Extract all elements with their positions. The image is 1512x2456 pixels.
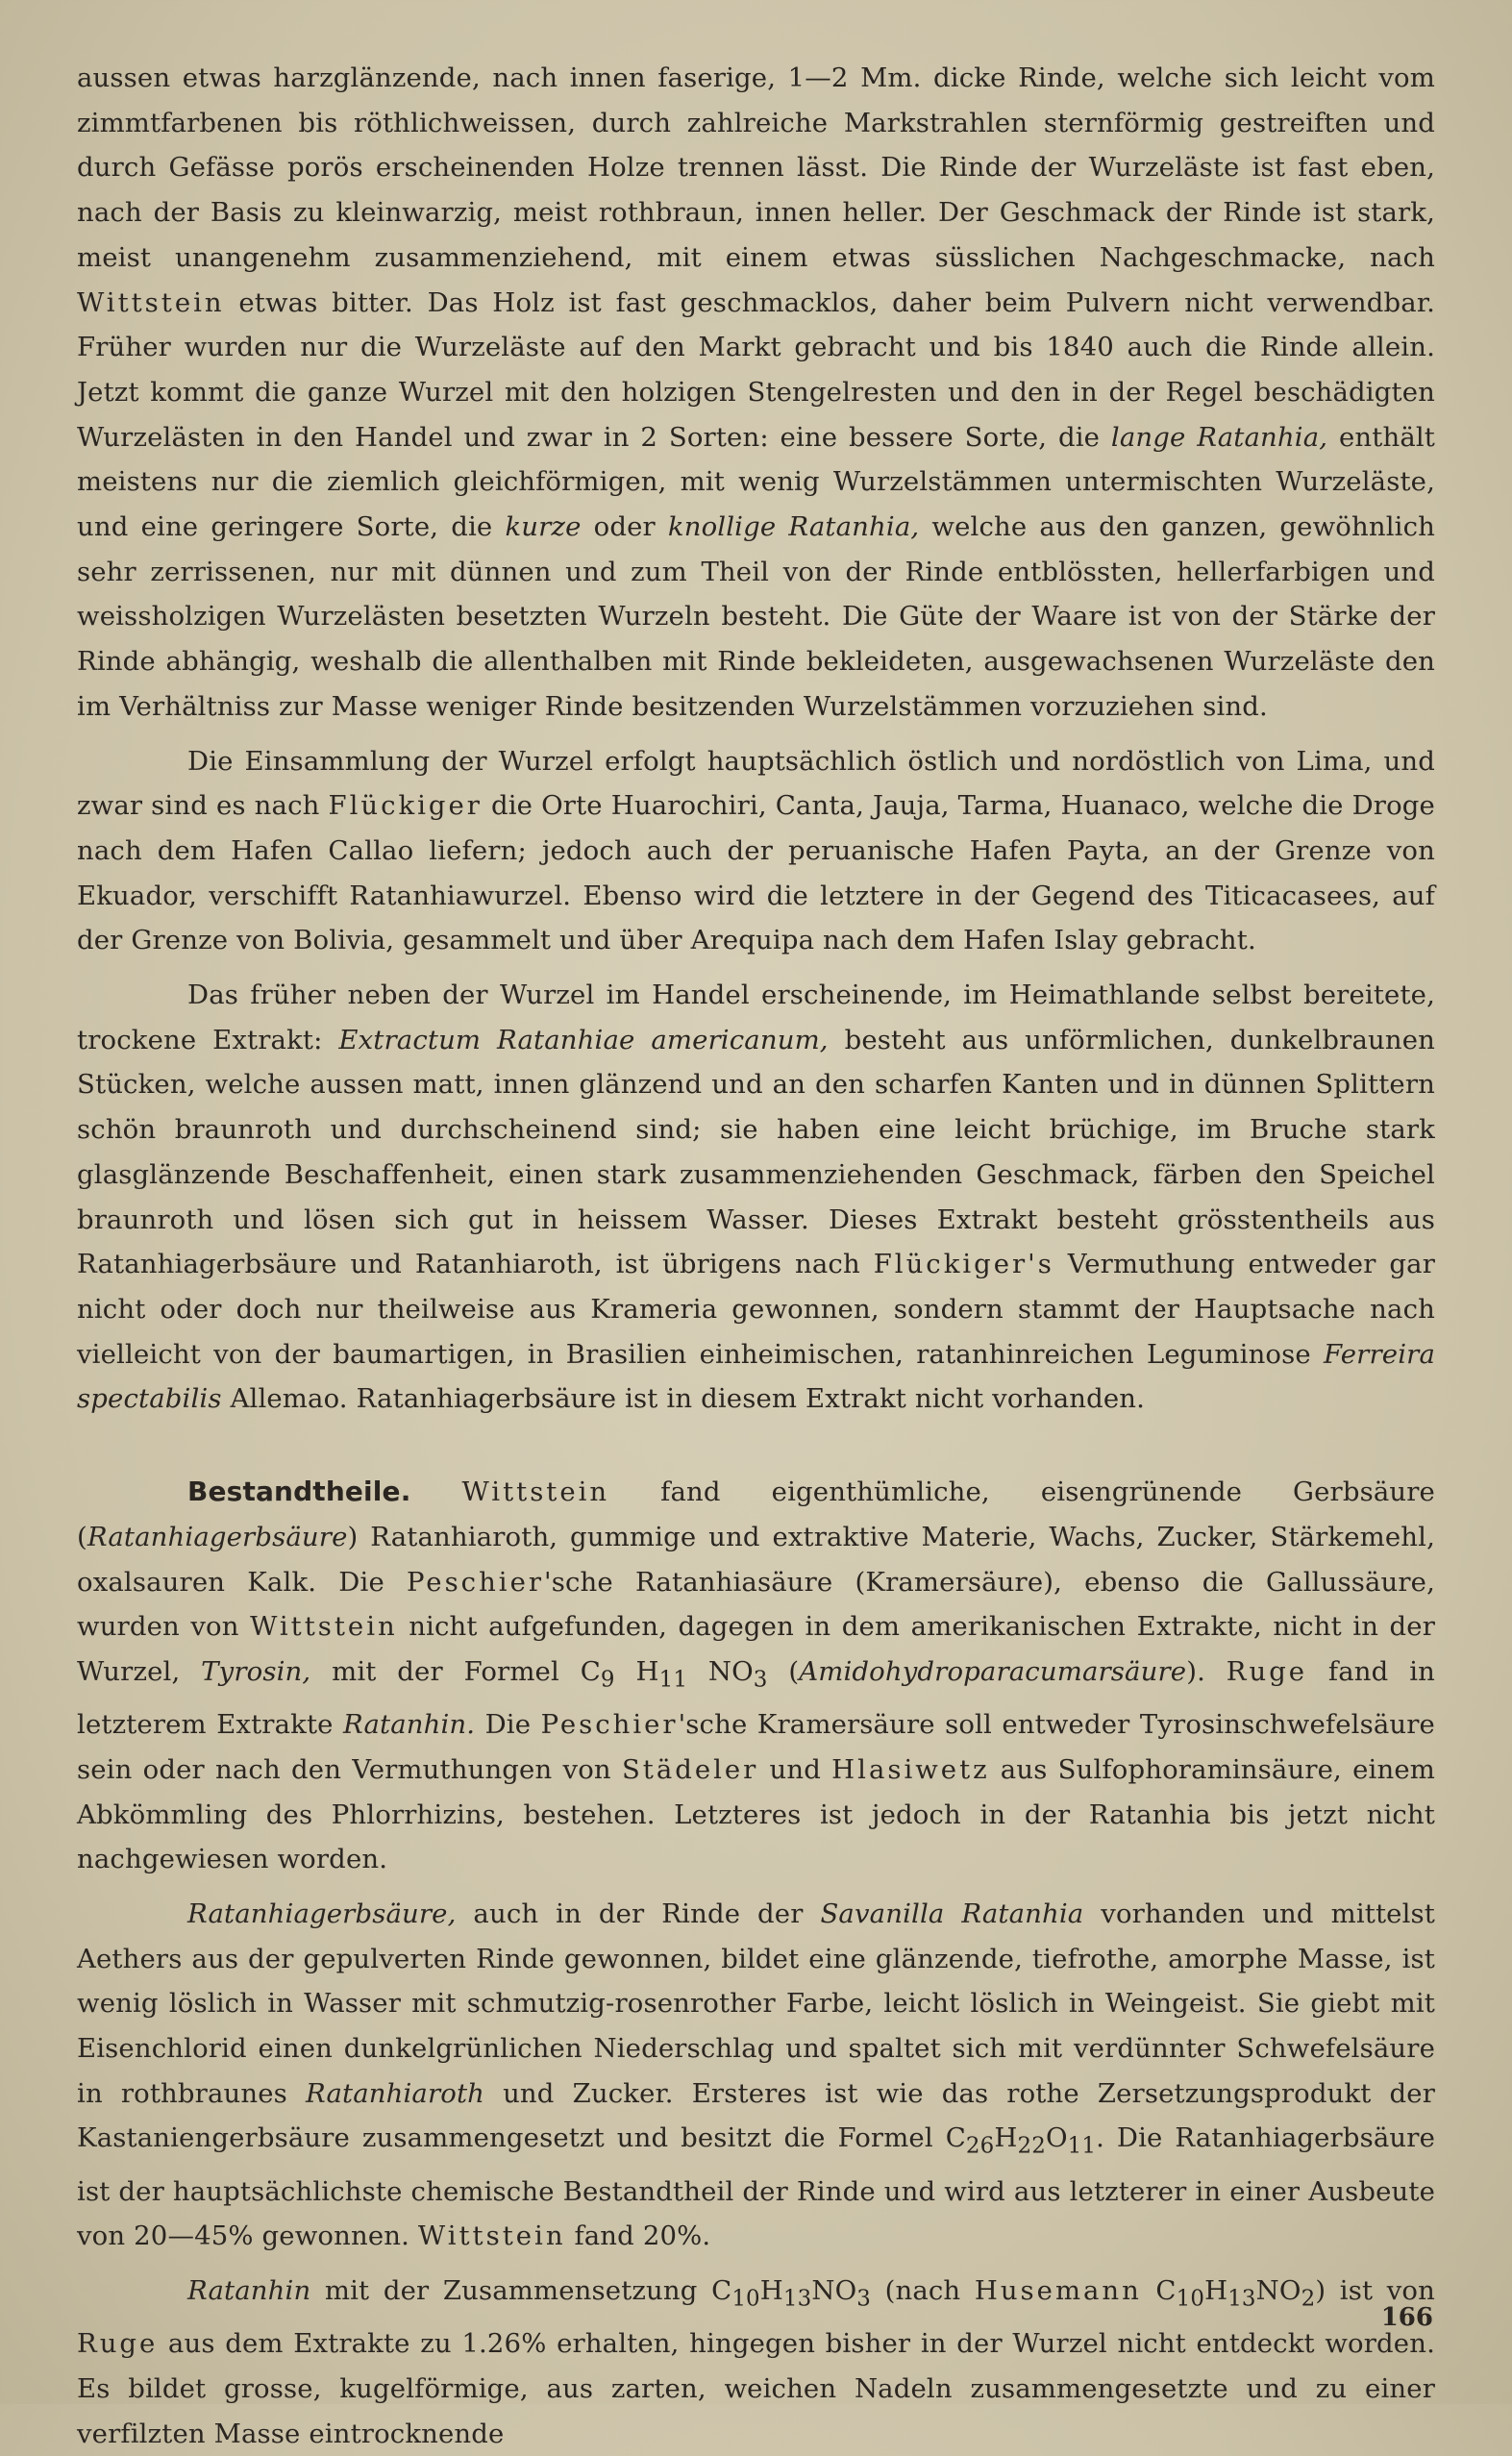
author-name: Wittstein: [461, 1476, 610, 1508]
italic-term: kurze: [505, 511, 582, 543]
paragraph-tannic-acid: Ratanhiagerbsäure, auch in der Rinde der Savanilla Ratanhia vorhanden und mittelst Aethers aus der gepulverten Rinde gewonnen, bildet eine glänzende, tiefrothe, amorphe Masse, ist wenig löslich in Wasser mit schmutzig-rosenrother Farbe, leicht löslich in Weingeist. Sie giebt mit Eisenchlorid einen dunkelgrünlichen Niederschlag und spaltet sich mit verdünnter Schwefelsäure in rothbraunes Ratanhiaroth und Zucker. Ersteres ist wie das rothe Zersetzungsprodukt der Kastaniengerbsäure zusammengesetzt und besitzt die Formel $C_{26}H_{22}O_{11}$. Die Ratanhiagerbsäure ist der hauptsächlichste chemische Bestandtheil der Rinde und wird aus letzterer in einer Ausbeute von 20—45% gewonnen. Wittstein fand 20%.: [77, 1898, 1435, 2252]
subscript: 22: [1017, 2133, 1046, 2159]
author-name: Wittstein: [77, 286, 225, 318]
subscript: 26: [965, 2133, 995, 2159]
page-number: 166: [1380, 2303, 1433, 2332]
author-name: Wittstein: [417, 2220, 566, 2252]
subscript: 13: [1227, 2286, 1256, 2312]
author-name: Peschier: [407, 1566, 545, 1598]
author-name: Städeler: [621, 1753, 759, 1785]
italic-term: knollige Ratanhia,: [667, 511, 920, 543]
author-name: Peschier: [540, 1709, 679, 1741]
author-name: Hlasiwetz: [831, 1753, 990, 1785]
italic-term: Tyrosin,: [201, 1655, 311, 1687]
subscript: 3: [856, 2286, 872, 2312]
italic-term: Ratanhiagerbsäure: [87, 1521, 348, 1552]
author-name: Wittstein: [250, 1611, 398, 1643]
italic-term: Ratanhin: [187, 2275, 311, 2307]
italic-term: Ratanhiaroth: [305, 2077, 485, 2109]
author-name: Husemann: [974, 2275, 1142, 2307]
subscript: 2: [1301, 2286, 1316, 2312]
subscript: 10: [1176, 2286, 1205, 2312]
italic-term: Ratanhiagerbsäure,: [187, 1898, 457, 1929]
author-name: Ruge: [1226, 1655, 1308, 1687]
paragraph-extract: Das früher neben der Wurzel im Handel erscheinende, im Heimathlande selbst bereitete, trockene Extrakt: Extractum Ratanhiae americanum, besteht aus unförmlichen, dunkelbraunen Stücken, welche aussen matt, innen glänzend und an den scharfen Kanten und in dünnen Splittern schön braunroth und durchscheinend sind; sie haben eine leicht brüchige, im Bruche stark glasglänzende Beschaffenheit, einen stark zusammenziehenden Geschmack, färben den Speichel braunroth und lösen sich gut in heissem Wasser. Dieses Extrakt besteht grösstentheils aus Ratanhiagerbsäure und Ratanhiaroth, ist übrigens nach Flückiger's Vermuthung entweder gar nicht oder doch nur theilweise aus Krameria gewonnen, sondern stammt der Hauptsache nach vielleicht von der baumartigen, in Brasilien einheimischen, ratanhinreichen Leguminose Ferreira spectabilis Allemao. Ratanhiagerbsäure ist in diesem Extrakt nicht vorhanden.: [77, 980, 1436, 1415]
section-heading: Bestandtheile.: [187, 1476, 411, 1508]
italic-term: Ferreira spectabilis: [77, 1338, 1435, 1415]
author-name: Flückiger: [328, 790, 483, 822]
paragraph-root-description: aussen etwas harzglänzende, nach innen faserige, 1—2 Mm. dicke Rinde, welche sich leicht vom zimmtfarbenen bis röthlichweissen, durch zahlreiche Markstrahlen sternförmig gestreiften und durch Gefässe porös erscheinenden Holze trennen lässt. Die Rinde der Wurzeläste ist fast eben, nach der Basis zu kleinwarzig, meist rothbraun, innen heller. Der Geschmack der Rinde ist stark, meist unangenehm zusammenziehend, mit einem etwas süsslichen Nachgeschmacke, nach Wittstein etwas bitter. Das Holz ist fast geschmacklos, daher beim Pulvern nicht verwendbar. Früher wurden nur die Wurzeläste auf den Markt gebracht und bis 1840 auch die Rinde allein. Jetzt kommt die ganze Wurzel mit den holzigen Stengelresten und den in der Regel beschädigten Wurzelästen in den Handel und zwar in 2 Sorten: eine bessere Sorte, die lange Ratanhia, enthält meistens nur die ziemlich gleichförmigen, mit wenig Wurzelstämmen untermischten Wurzeläste, und eine geringere Sorte, die kurze oder knollige Ratanhia, welche aus den ganzen, gewöhnlich sehr zerrissenen, nur mit dünnen und zum Theil von der Rinde entblössten, hellerfarbigen und weissholzigen Wurzelästen besetzten Wurzeln besteht. Die Güte der Waare ist von der Stärke der Rinde abhängig, weshalb die allenthalben mit Rinde bekleideten, ausgewachsenen Wurzeläste den im Verhältniss zur Masse weniger Rinde besitzenden Wurzelstämmen vorzuziehen sind.: [77, 62, 1436, 722]
italic-term: lange Ratanhia,: [1110, 421, 1328, 453]
subscript: 13: [782, 2286, 812, 2312]
paragraph-ratanhin: Ratanhin mit der Zusammensetzung $C_{10}H_{13}NO_3$ (nach Husemann $C_{10}H_{13}NO_2$) ist von Ruge aus dem Extrakte zu 1.26% erhalten, hingegen bisher in der Wurzel nicht entdeckt worden. Es bildet grosse, kugelförmige, aus zarten, weichen Nadeln zusammengesetzte und zu einer verfilzten Masse eintrocknende: [77, 2275, 1435, 2449]
paragraph-collection: Die Einsammlung der Wurzel erfolgt hauptsächlich östlich und nordöstlich von Lima, und zwar sind es nach Flückiger die Orte Huarochiri, Canta, Jauja, Tarma, Huanaco, welche die Droge nach dem Hafen Callao liefern; jedoch auch der peruanische Hafen Payta, an der Grenze von Ekuador, verschifft Ratanhiawurzel. Ebenso wird die letztere in der Gegend des Titicacasees, auf der Grenze von Bolivia, gesammelt und über Arequipa nach dem Hafen Islay gebracht.: [77, 745, 1435, 956]
italic-term: Ratanhin.: [342, 1709, 476, 1741]
author-name: Ruge: [77, 2328, 159, 2360]
subscript: 11: [1067, 2133, 1097, 2159]
italic-term: Savanilla Ratanhia: [820, 1898, 1084, 1929]
subscript: 9: [600, 1667, 615, 1693]
subscript: 11: [658, 1667, 688, 1693]
author-name: Flückiger's: [873, 1249, 1054, 1280]
subscript: 3: [753, 1667, 768, 1693]
paragraph-constituents: Bestandtheile. Wittstein fand eigenthümliche, eisengrünende Gerbsäure (Ratanhiagerbsäure) Ratanhiaroth, gummige und extraktive Materie, Wachs, Zucker, Stärkemehl, oxalsauren Kalk. Die Peschier'sche Ratanhiasäure (Kramersäure), ebenso die Gallussäure, wurden von Wittstein nicht aufgefunden, dagegen in dem amerikanischen Extrakte, nicht in der Wurzel, Tyrosin, mit der Formel $C_9$ $H_{11}$ $NO_3$ (Amidohydroparacumarsäure). Ruge fand in letzterem Extrakte Ratanhin. Die Peschier'sche Kramersäure soll entweder Tyrosinschwefelsäure sein oder nach den Vermuthungen von Städeler und Hlasiwetz aus Sulfophoraminsäure, einem Abkömmling des Phlorrhizins, bestehen. Letzteres ist jedoch in der Ratanhia bis jetzt nicht nachgewiesen worden.: [77, 1476, 1436, 1875]
italic-term: Amidohydroparacumarsäure: [799, 1655, 1187, 1687]
subscript: 10: [731, 2286, 760, 2312]
italic-term: Extractum Ratanhiae americanum,: [338, 1024, 829, 1055]
